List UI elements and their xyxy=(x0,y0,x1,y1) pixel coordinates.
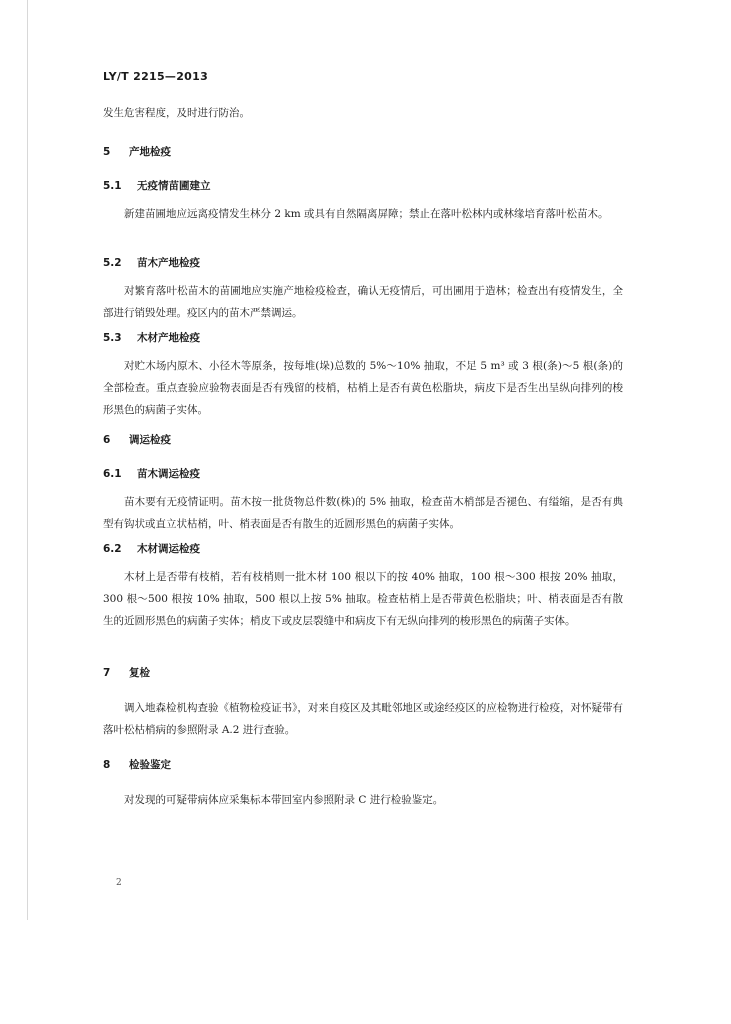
section-5-3-title: 木材产地检疫 xyxy=(137,332,200,344)
section-5-1-paragraph: 新建苗圃地应远离疫情发生林分 2 km 或具有自然隔离屏障；禁止在落叶松林内或林缘培育落叶松苗木。 xyxy=(124,208,609,220)
section-6-title: 调运检疫 xyxy=(129,434,171,446)
section-6-2-title: 木材调运检疫 xyxy=(137,543,200,555)
section-7-paragraph: 调入地森检机构查验《植物检疫证书》，对来自疫区及其毗邻地区或途经疫区的应检物进行检疫，对怀疑带有落叶松枯梢病的参照附录 A.2 进行查验。 xyxy=(103,702,623,736)
section-5-2-paragraph: 对繁育落叶松苗木的苗圃地应实施产地检疫检查，确认无疫情后，可出圃用于造林；检查出有疫情发生，全部进行销毁处理。疫区内的苗木严禁调运。 xyxy=(103,285,623,319)
section-6-1-number: 6.1 xyxy=(103,468,122,480)
standard-code: LY/T 2215—2013 xyxy=(103,70,209,83)
section-5-heading xyxy=(103,144,171,159)
section-8-heading xyxy=(103,757,171,772)
section-6-2-paragraph: 木材上是否带有枝梢，若有枝梢则一批木材 100 根以下的按 40% 抽取，100 根～300 根按 20% 抽取，300 根～500 根按 10% 抽取，500 根以上按 5% 抽取。检查枯梢上是否带黄色松脂块；叶、梢表面是否有散生的近圆形黑色的病菌子实体；梢皮下或皮层裂缝中和病皮下有无纵向排列的梭形黑色的病菌子实体。 xyxy=(103,571,623,627)
section-6-1-title: 苗木调运检疫 xyxy=(137,468,200,480)
section-5-number: 5 xyxy=(103,146,111,158)
section-6-1-paragraph: 苗木要有无疫情证明。苗木按一批货物总件数(株)的 5% 抽取，检查苗木梢部是否褪色、有缢缩，是否有典型有钩状或直立状枯梢，叶、梢表面是否有散生的近圆形黑色的病菌子实体。 xyxy=(103,496,623,530)
section-5-title: 产地检疫 xyxy=(129,146,171,158)
intro-tail-paragraph: 发生危害程度，及时进行防治。 xyxy=(103,107,250,119)
section-5-3-paragraph: 对贮木场内原木、小径木等原条，按每堆(垛)总数的 5%～10% 抽取，不足 5 m³ 或 3 根(条)～5 根(条)的全部检查。重点查验应验物表面是否有残留的枝梢，枯梢上是否有黄色松脂块，病皮下是否生出呈纵向排列的梭形黑色的病菌子实体。 xyxy=(103,360,623,416)
section-8-title: 检验鉴定 xyxy=(129,759,171,771)
section-5-1-heading xyxy=(103,178,211,193)
section-8-number: 8 xyxy=(103,759,111,771)
section-5-2-number: 5.2 xyxy=(103,257,122,269)
section-6-number: 6 xyxy=(103,434,111,446)
section-5-1-title: 无疫情苗圃建立 xyxy=(137,180,211,192)
section-5-1-number: 5.1 xyxy=(103,180,122,192)
section-7-number: 7 xyxy=(103,667,111,679)
page-number: 2 xyxy=(116,878,122,888)
section-8-paragraph: 对发现的可疑带病体应采集标本带回室内参照附录 C 进行检验鉴定。 xyxy=(124,794,444,806)
section-5-2-title: 苗木产地检疫 xyxy=(137,257,200,269)
section-5-2-heading xyxy=(103,255,200,270)
section-6-2-heading xyxy=(103,541,200,556)
section-5-3-number: 5.3 xyxy=(103,332,122,344)
section-6-1-heading xyxy=(103,466,200,481)
section-5-3-heading xyxy=(103,330,200,345)
section-7-heading xyxy=(103,665,150,680)
section-6-2-number: 6.2 xyxy=(103,543,122,555)
section-7-title: 复检 xyxy=(129,667,150,679)
section-6-heading xyxy=(103,432,171,447)
